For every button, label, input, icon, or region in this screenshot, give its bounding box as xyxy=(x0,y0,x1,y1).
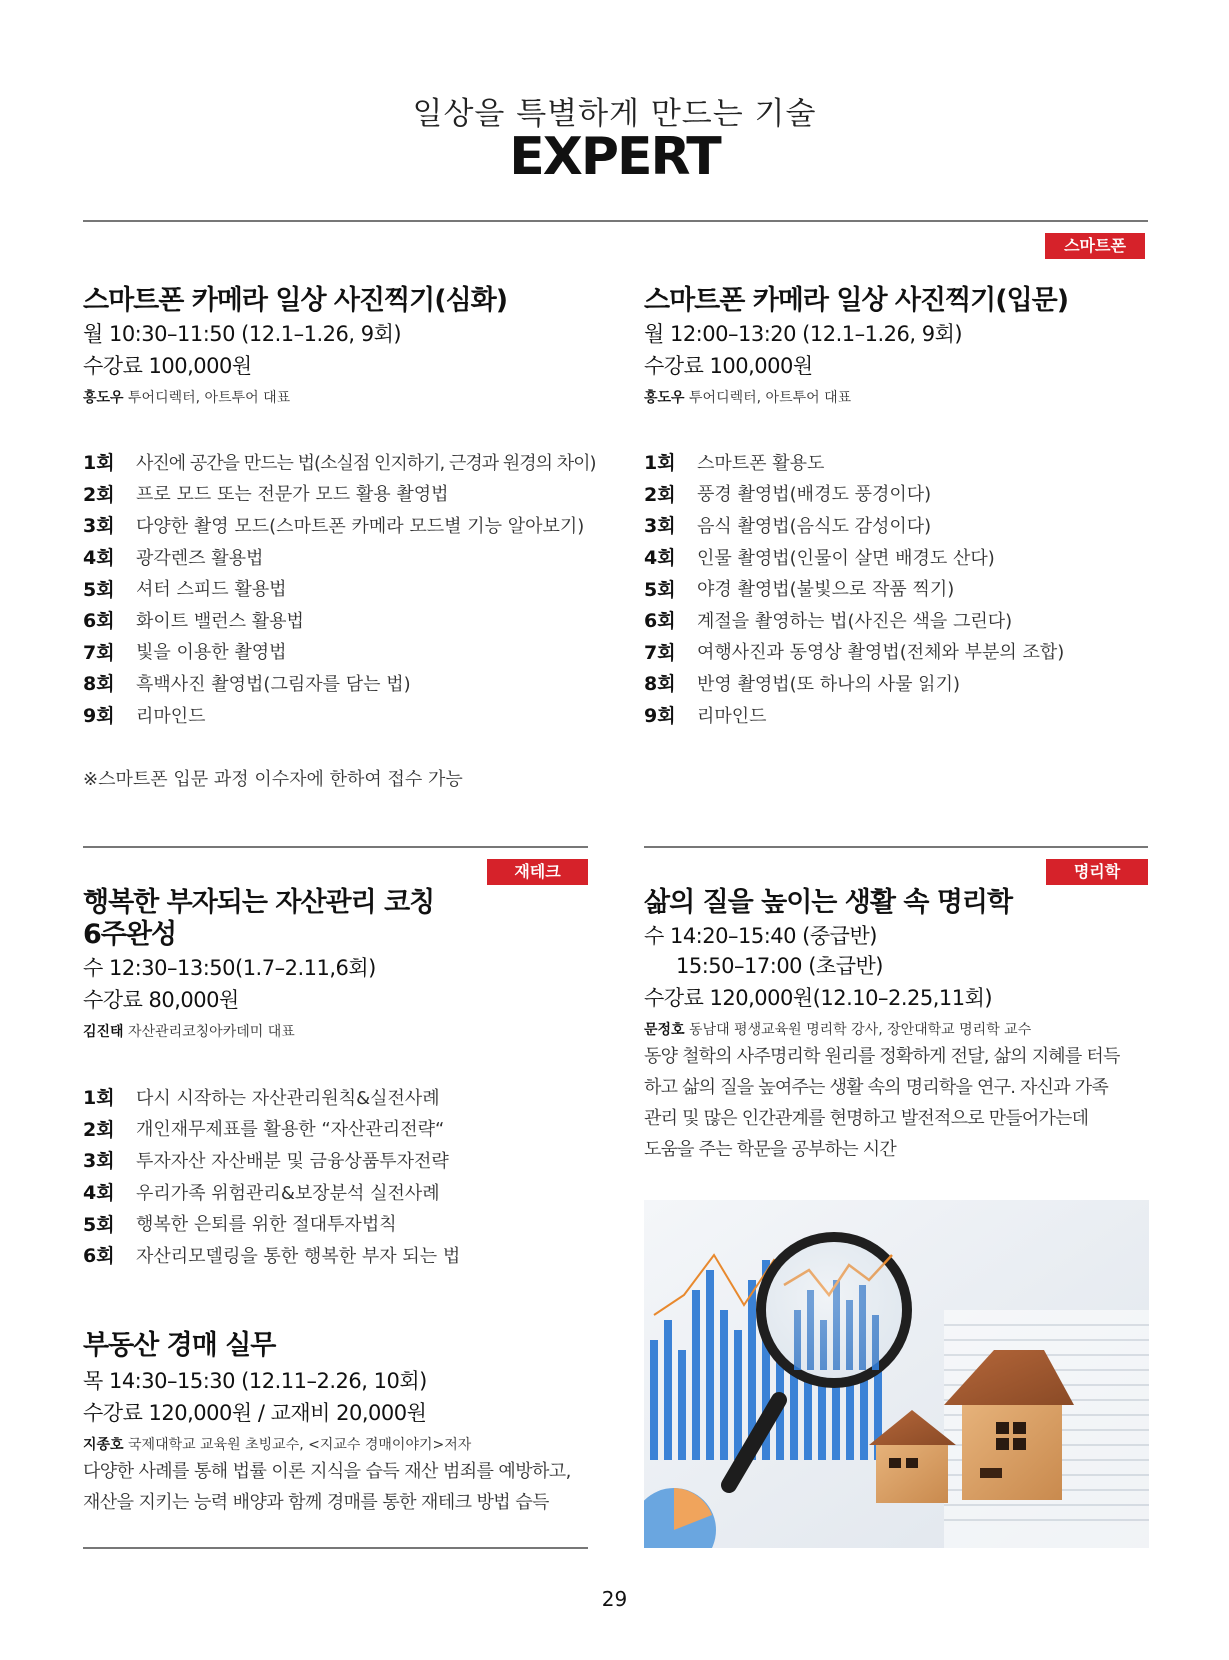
lesson-item xyxy=(83,1239,588,1271)
lesson-number: 5회 xyxy=(83,578,115,601)
course-schedule-2: 15:50–17:00 (초급반) xyxy=(676,954,883,978)
instructor-desc: 동남대 평생교육원 명리학 강사, 장안대학교 명리학 교수 xyxy=(684,1022,1032,1038)
lesson-number: 1회 xyxy=(83,452,115,475)
course-smartphone-basic xyxy=(644,285,1148,409)
lesson-text: 반영 촬영법(또 하나의 사물 읽기) xyxy=(697,673,960,695)
lesson-text: 계절을 촬영하는 법(사진은 색을 그린다) xyxy=(697,610,1013,632)
lesson-number: 4회 xyxy=(83,1182,115,1205)
lesson-number: 4회 xyxy=(83,547,115,570)
lesson-item xyxy=(83,572,623,604)
enrollment-note: ※스마트폰 입문 과정 이수자에 한하여 접수 가능 xyxy=(83,769,463,790)
lesson-number: 4회 xyxy=(644,547,676,570)
instructor-desc: 투어디렉터, 아트투어 대표 xyxy=(684,390,852,406)
course-fee: 수강료 120,000원 / 교재비 20,000원 xyxy=(83,1401,427,1425)
lesson-item xyxy=(83,541,623,573)
lesson-number: 9회 xyxy=(83,705,115,728)
lesson-text: 스마트폰 활용도 xyxy=(697,452,825,474)
right-divider xyxy=(644,846,1148,848)
lesson-number: 7회 xyxy=(644,641,676,664)
lesson-text: 프로 모드 또는 전문가 모드 활용 촬영법 xyxy=(136,484,449,506)
lesson-text: 화이트 밸런스 활용법 xyxy=(136,610,304,632)
lesson-text: 야경 촬영법(불빛으로 작품 찍기) xyxy=(697,579,955,601)
course-title-line1: 행복한 부자되는 자산관리 코칭 xyxy=(83,887,435,918)
lesson-text: 여행사진과 동영상 촬영법(전체와 부분의 조합) xyxy=(697,642,1065,664)
lesson-item xyxy=(644,446,1148,478)
page-subtitle: 일상을 특별하게 만드는 기술 xyxy=(412,96,817,132)
left-divider xyxy=(83,846,588,848)
lesson-number: 2회 xyxy=(644,483,676,506)
tag-finance: 재테크 xyxy=(487,859,588,885)
lesson-text: 우리가족 위험관리&보장분석 실전사례 xyxy=(136,1182,440,1204)
instructor-name: 홍도우 xyxy=(644,390,685,406)
course-fortune xyxy=(644,887,1148,1165)
lesson-number: 1회 xyxy=(83,1087,115,1110)
instructor-desc: 자산관리코칭아카데미 대표 xyxy=(123,1024,295,1040)
lesson-text: 빛을 이용한 촬영법 xyxy=(136,642,287,664)
course-auction xyxy=(83,1330,588,1518)
course-instructor xyxy=(644,1019,1148,1041)
lesson-item xyxy=(644,667,1148,699)
lesson-text: 인물 촬영법(인물이 살면 배경도 산다) xyxy=(697,547,995,569)
course-fee: 수강료 120,000원(12.10–2.25,11회) xyxy=(644,986,993,1010)
instructor-name: 김진태 xyxy=(83,1024,124,1040)
course-instructor xyxy=(83,387,623,409)
course-title: 삶의 질을 높이는 생활 속 명리학 xyxy=(644,887,1013,918)
course-title: 부동산 경매 실무 xyxy=(83,1330,276,1361)
course-instructor xyxy=(83,1021,588,1043)
lesson-item xyxy=(83,1081,588,1113)
lesson-number: 5회 xyxy=(644,578,676,601)
lesson-item xyxy=(644,541,1148,573)
lesson-item xyxy=(83,1144,588,1176)
lesson-item xyxy=(83,699,623,731)
instructor-desc: 국제대학교 교육원 초빙교수, <지교수 경매이야기>저자 xyxy=(123,1437,472,1453)
course-fee: 수강료 80,000원 xyxy=(83,988,239,1012)
lesson-number: 3회 xyxy=(83,515,115,538)
course-desc-line: 하고 삶의 질을 높여주는 생활 속의 명리학을 연구. 자신과 가족 xyxy=(644,1077,1108,1098)
course-desc-line: 재산을 지키는 능력 배양과 함께 경매를 통한 재테크 방법 습득 xyxy=(83,1492,549,1513)
course-schedule: 목 14:30–15:30 (12.11–2.26, 10회) xyxy=(83,1369,427,1393)
instructor-name: 문정호 xyxy=(644,1022,685,1038)
bottom-divider xyxy=(83,1547,588,1549)
photo-illustration xyxy=(644,1200,1149,1548)
lesson-item xyxy=(644,572,1148,604)
course-desc-line: 관리 및 많은 인간관계를 현명하고 발전적으로 만들어가는데 xyxy=(644,1108,1089,1129)
magnifier-chart-houses-photo xyxy=(644,1200,1149,1548)
course-schedule: 수 14:20–15:40 (중급반) xyxy=(644,924,877,948)
lesson-list xyxy=(83,446,623,730)
instructor-desc: 투어디렉터, 아트투어 대표 xyxy=(123,390,291,406)
lesson-number: 2회 xyxy=(83,483,115,506)
lesson-text: 리마인드 xyxy=(697,705,767,727)
course-title: 스마트폰 카메라 일상 사진찍기(입문) xyxy=(644,285,1069,316)
tag-fortune: 명리학 xyxy=(1046,859,1148,885)
course-title: 스마트폰 카메라 일상 사진찍기(심화) xyxy=(83,285,508,316)
course-schedule: 월 10:30–11:50 (12.1–1.26, 9회) xyxy=(83,322,402,346)
lesson-item xyxy=(644,478,1148,510)
lesson-item xyxy=(644,636,1148,668)
lesson-text: 사진에 공간을 만드는 법(소실점 인지하기, 근경과 원경의 차이) xyxy=(136,452,596,474)
instructor-name: 지종호 xyxy=(83,1437,124,1453)
lesson-item xyxy=(83,667,623,699)
lesson-number: 6회 xyxy=(83,1245,115,1268)
lesson-item xyxy=(83,1207,588,1239)
lesson-text: 풍경 촬영법(배경도 풍경이다) xyxy=(697,484,932,506)
lesson-number: 8회 xyxy=(83,673,115,696)
lesson-number: 7회 xyxy=(83,641,115,664)
lesson-item xyxy=(83,478,623,510)
lesson-number: 3회 xyxy=(83,1150,115,1173)
lesson-text: 리마인드 xyxy=(136,705,206,727)
lesson-item xyxy=(83,636,623,668)
top-divider xyxy=(83,220,1148,222)
lesson-number: 1회 xyxy=(644,452,676,475)
lesson-item xyxy=(83,1176,588,1208)
course-finance xyxy=(83,887,588,1043)
course-schedule: 수 12:30–13:50(1.7–2.11,6회) xyxy=(83,956,376,980)
lesson-text: 자산리모델링을 통한 행복한 부자 되는 법 xyxy=(136,1245,461,1267)
lesson-list xyxy=(83,1081,588,1271)
course-desc-line: 도움을 주는 학문을 공부하는 시간 xyxy=(644,1139,896,1160)
lesson-text: 다양한 촬영 모드(스마트폰 카메라 모드별 기능 알아보기) xyxy=(136,515,585,537)
course-schedule: 월 12:00–13:20 (12.1–1.26, 9회) xyxy=(644,322,963,346)
lesson-text: 음식 촬영법(음식도 감성이다) xyxy=(697,515,932,537)
lesson-number: 2회 xyxy=(83,1118,115,1141)
lesson-text: 투자자산 자산배분 및 금융상품투자전략 xyxy=(136,1150,449,1172)
lesson-item xyxy=(83,604,623,636)
course-instructor xyxy=(644,387,1148,409)
lesson-item xyxy=(644,509,1148,541)
lesson-number: 8회 xyxy=(644,673,676,696)
lesson-item xyxy=(83,509,623,541)
course-fee: 수강료 100,000원 xyxy=(83,354,252,378)
lesson-text: 셔터 스피드 활용법 xyxy=(136,579,287,601)
tag-smartphone: 스마트폰 xyxy=(1045,233,1145,259)
lesson-number: 5회 xyxy=(83,1213,115,1236)
lesson-number: 6회 xyxy=(83,610,115,633)
lesson-item xyxy=(83,446,623,478)
lesson-text: 행복한 은퇴를 위한 절대투자법칙 xyxy=(136,1214,397,1236)
lesson-text: 흑백사진 촬영법(그림자를 담는 법) xyxy=(136,673,411,695)
page-number: 29 xyxy=(601,1587,628,1611)
course-fee: 수강료 100,000원 xyxy=(644,354,813,378)
lesson-number: 6회 xyxy=(644,610,676,633)
course-instructor xyxy=(83,1434,588,1456)
instructor-name: 홍도우 xyxy=(83,390,124,406)
lesson-list xyxy=(644,446,1148,730)
page-title: EXPERT xyxy=(509,127,720,187)
course-title-line2: 6주완성 xyxy=(83,919,177,950)
lesson-text: 개인재무제표를 활용한 “자산관리전략“ xyxy=(136,1119,445,1141)
course-desc-line: 다양한 사례를 통해 법률 이론 지식을 습득 재산 범죄를 예방하고, xyxy=(83,1461,571,1482)
course-desc-line: 동양 철학의 사주명리학 원리를 정확하게 전달, 삶의 지혜를 터득 xyxy=(644,1046,1120,1067)
lesson-item xyxy=(644,604,1148,636)
lesson-item xyxy=(644,699,1148,731)
lesson-text: 다시 시작하는 자산관리원칙&실전사례 xyxy=(136,1087,440,1109)
lesson-text: 광각렌즈 활용법 xyxy=(136,547,264,569)
course-smartphone-advanced xyxy=(83,285,623,409)
lesson-number: 3회 xyxy=(644,515,676,538)
lesson-number: 9회 xyxy=(644,705,676,728)
lesson-item xyxy=(83,1113,588,1145)
